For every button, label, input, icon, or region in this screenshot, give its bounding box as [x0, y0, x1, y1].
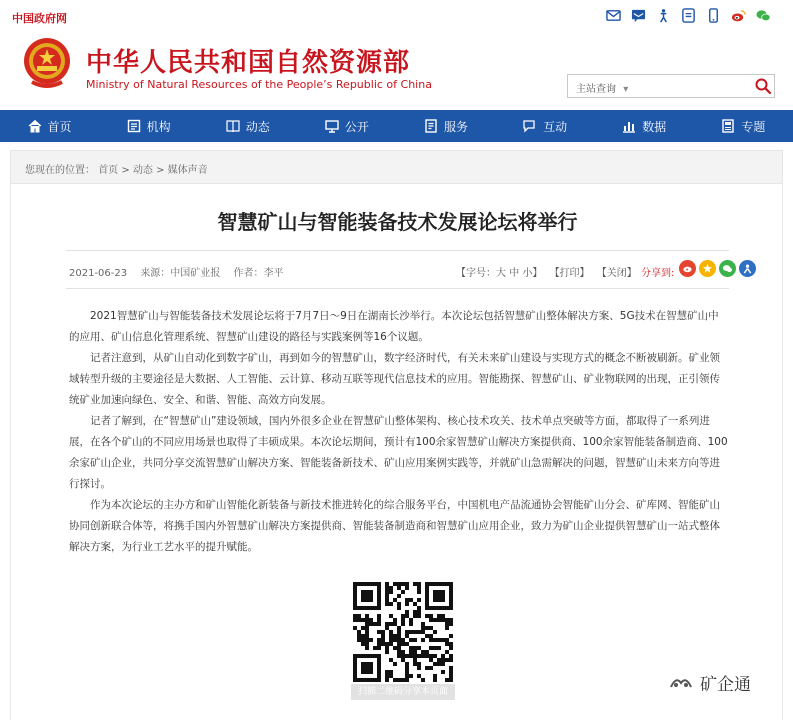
article-paragraph: 记者了解到，在“智慧矿山”建设领域，国内外很多企业在智慧矿山整体架构、核心技术攻关、技术单点突破等方面，都取得了一系列进展，在各个矿山的不同应用场景也取得了丰硕成果。本次论坛期间，预计有100余家智慧矿山解决方案提供商、100余家智能装备制造商、100余家矿山企业，共同分享交流智慧矿山解决方案、智能装备新技术、矿山应用案例实践等，并就矿山急需解决的问题，智慧矿山未来方向等进行探讨。 — [69, 415, 728, 490]
topic-icon — [721, 119, 735, 133]
divider — [66, 250, 729, 251]
share-wechat-icon[interactable] — [719, 260, 736, 277]
disclosure-icon — [325, 119, 339, 133]
news-icon — [226, 119, 240, 133]
home-icon — [28, 119, 42, 133]
print-button[interactable]: 【打印】 — [549, 268, 590, 279]
divider — [66, 288, 729, 289]
qr-caption: 扫描二维码分享本页面 — [351, 684, 455, 700]
article-paragraph: 2021智慧矿山与智能装备技术发展论坛将于7月7日～9日在湖南长沙举行。本次论坛包括智慧矿山整体解决方案、5G技术在智慧矿山中的应用、矿山信息化管理系统、智慧矿山建设的路径与实践案例等16个议题。 — [69, 310, 719, 343]
message-icon[interactable] — [631, 8, 646, 23]
top-bar — [0, 0, 793, 32]
breadcrumb-sep: > — [121, 165, 133, 176]
search-scope-label: 主站查询 — [576, 84, 616, 95]
mail-icon[interactable] — [606, 8, 621, 23]
nav-item-service[interactable] — [397, 110, 496, 142]
close-button[interactable]: 【关闭】 — [596, 268, 637, 279]
site-header — [0, 32, 793, 110]
nav-item-label: 机构 — [146, 119, 171, 134]
wechat-icon — [722, 263, 733, 274]
main-nav — [0, 110, 793, 142]
nav-item-label: 互动 — [543, 119, 568, 134]
article-paragraph: 作为本次论坛的主办方和矿山智能化新装备与新技术推进转化的综合服务平台，中国机电产品流通协会智能矿山分会、矿库网、智能矿山协同创新联合体等，将携手国内外智慧矿山解决方案提供商、智能装备制造商和智慧矿山应用企业，致力为矿山企业提供智慧矿山一站式整体解决方案，为行业工艺水平的提升赋能。 — [69, 499, 720, 553]
nav-item-label: 专题 — [741, 119, 766, 134]
data-icon — [622, 119, 636, 133]
search-icon[interactable] — [754, 77, 772, 95]
breadcrumb-prefix: 您现在的位置： — [25, 165, 95, 176]
site-title-cn: 中华人民共和国自然资源部 — [86, 48, 411, 78]
gov-portal-link[interactable]: 中国政府网 — [12, 12, 67, 25]
national-emblem-icon — [22, 36, 72, 90]
weibo-icon[interactable] — [731, 8, 746, 23]
share-weibo-icon[interactable] — [679, 260, 696, 277]
font-size-label: 【字号： — [456, 268, 496, 279]
article-body — [69, 306, 729, 558]
mobile-icon[interactable] — [706, 8, 721, 23]
share-label: 分享到: — [641, 268, 675, 279]
search-scope-select[interactable] — [576, 80, 628, 95]
nav-item-disclosure[interactable] — [297, 110, 396, 142]
top-icon-group — [606, 8, 771, 23]
nav-item-label: 公开 — [344, 119, 369, 134]
site-title-en: Ministry of Natural Resources of the People’s Republic of China — [86, 78, 432, 91]
share-icon-group — [679, 260, 756, 277]
star-icon — [702, 263, 713, 274]
search-box[interactable] — [567, 74, 775, 98]
article-paragraph: 记者注意到，从矿山自动化到数字矿山，再到如今的智慧矿山，数字经济时代，有关未来矿山建设与实现方式的概念不断被刷新。矿业领域转型升级的主要途径是大数据、人工智能、云计算、移动互联等现代信息技术的应用。智能勘探、智慧矿山、矿业物联网的出现，正引领传统矿业加速向绿色、安全、和谐、智能、高效方向发展。 — [69, 352, 720, 406]
font-size-small-button[interactable]: 小 — [522, 268, 533, 279]
breadcrumb-bar — [10, 150, 783, 184]
chevron-down-icon: ▾ — [623, 84, 629, 95]
nav-item-label: 数据 — [642, 119, 667, 134]
font-size-medium-button[interactable]: 中 — [509, 268, 520, 279]
wechat-account-icon — [668, 673, 694, 693]
nav-item-interaction[interactable] — [496, 110, 595, 142]
wechat-icon[interactable] — [756, 8, 771, 23]
account-watermark — [668, 670, 751, 695]
breadcrumb-link[interactable]: 首页 — [98, 165, 119, 176]
person-icon — [742, 263, 753, 274]
qr-code — [353, 582, 453, 682]
breadcrumb-link[interactable]: 动态 — [132, 165, 153, 176]
share-renren-icon[interactable] — [739, 260, 756, 277]
nav-item-institution[interactable] — [99, 110, 198, 142]
article-title: 智慧矿山与智能装备技术发展论坛将举行 — [217, 210, 578, 234]
breadcrumb — [25, 161, 208, 176]
nav-item-label: 首页 — [47, 119, 72, 134]
service-icon — [424, 119, 438, 133]
article-tools — [456, 264, 637, 279]
font-size-large-button[interactable]: 大 — [496, 268, 506, 279]
weibo-icon — [682, 263, 693, 274]
nav-item-home[interactable] — [0, 110, 99, 142]
share-qzone-icon[interactable] — [699, 260, 716, 277]
article-author: 作者：李平 — [233, 268, 284, 279]
nav-item-label: 动态 — [245, 119, 270, 134]
nav-item-data[interactable] — [595, 110, 694, 142]
app-icon[interactable] — [681, 8, 696, 23]
interaction-icon — [523, 119, 537, 133]
nav-item-topic[interactable] — [694, 110, 793, 142]
breadcrumb-sep: > — [156, 165, 168, 176]
article — [10, 184, 783, 720]
accessibility-icon[interactable] — [656, 8, 671, 23]
font-size-close: 】 — [532, 268, 543, 279]
institution-icon — [127, 119, 141, 133]
breadcrumb-link[interactable]: 媒体声音 — [167, 165, 208, 176]
nav-item-news[interactable] — [198, 110, 297, 142]
article-date: 2021-06-23 — [69, 268, 128, 279]
nav-item-label: 服务 — [444, 119, 469, 134]
article-meta — [69, 264, 294, 279]
watermark-text: 矿企通 — [700, 675, 751, 695]
article-source: 来源：中国矿业报 — [140, 268, 221, 279]
